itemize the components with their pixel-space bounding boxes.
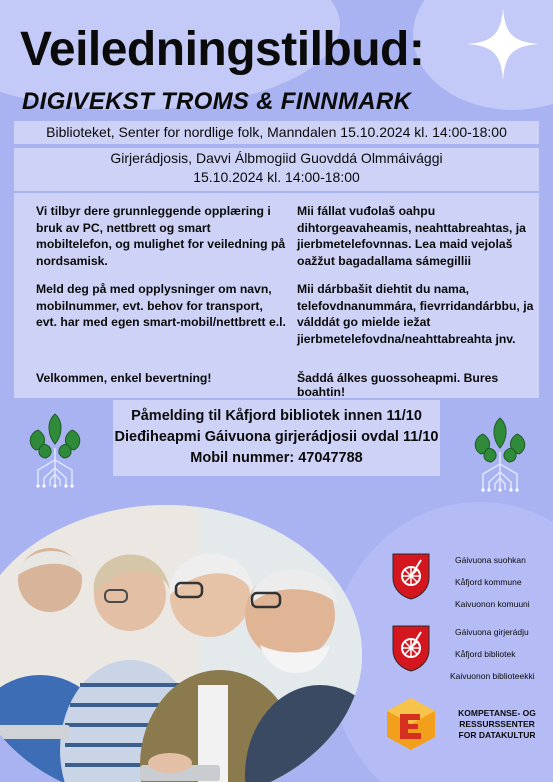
norwegian-signup: Meld deg på med opplysninger om navn, mobilnummer, evt. behov for transport, evt. har med egen smart-mobil/nettbrett e.l.: [36, 282, 286, 329]
event-location-2: [14, 148, 539, 191]
digital-tree-icon: [469, 412, 531, 492]
registration-panel: [113, 400, 440, 476]
poster-title: Veiledningstilbud:: [20, 23, 425, 76]
registration-phone: Mobil nummer: 47047788: [190, 450, 363, 466]
norwegian-text: [36, 203, 286, 343]
logo-text: Gáivuona girjerádju: [455, 627, 529, 637]
seniors-at-computers-photo: [0, 505, 362, 782]
sami-text: [297, 203, 539, 359]
logo-text: Gáivuona suohkan: [455, 555, 526, 565]
info-panel: [14, 193, 539, 398]
event-location-2-place: Girjerádjosis, Davvi Álbmogiid Guovddá Olmmáivággi: [110, 150, 443, 166]
logo-text: Kaivuonon komuuni: [455, 599, 530, 609]
sparkle-star-icon: [465, 6, 541, 82]
digital-tree-icon: [24, 408, 86, 488]
norwegian-welcome: Velkommen, enkel bevertning!: [36, 371, 212, 385]
registration-norwegian: Påmelding til Kåfjord bibliotek innen 11/10: [131, 408, 422, 424]
logo-text: KOMPETANSE- OG: [458, 708, 536, 718]
event-location-2-time: 15.10.2024 kl. 14:00-18:00: [193, 169, 360, 185]
sami-welcome: Šaddá álkes guossoheapmi. Bures boahtin!: [297, 371, 499, 399]
logo-text: Kåfjord kommune: [455, 577, 522, 587]
datakultur-logo-icon: [384, 696, 438, 752]
norwegian-offer: Vi tilbyr dere grunnleggende opplæring i bruk av PC, nettbrett og smart mobiltelefon, og mulighet for veiledning på nordsamisk.: [36, 204, 286, 268]
kafjord-coat-of-arms-icon: [391, 552, 431, 600]
background-blob: [330, 502, 553, 782]
poster-subtitle: DIGIVEKST TROMS & FINNMARK: [22, 88, 412, 115]
sami-offer: Mii fállat vuđolaš oahpu dihtorgeavaheamis, neahttabreahtas, ja jierbmetelefovnnas. Lea maid vejolaš oažžut bagadallama sámegillii: [297, 204, 526, 268]
event-location-1: Biblioteket, Senter for nordlige folk, Manndalen 15.10.2024 kl. 14:00-18:00: [14, 121, 539, 144]
logo-text: RESSURSSENTER: [459, 719, 535, 729]
logo-text: FOR DATAKULTUR: [458, 730, 536, 740]
library-coat-of-arms-icon: [391, 624, 431, 672]
registration-sami: Dieđiheapmi Gáivuona girjerádjosii ovdal 11/10: [114, 429, 439, 445]
sami-signup: Mii dárbbašit diehtit du nama, telefovdnanummára, fievrridandárbbu, ja válddát go mielde iežat jierbmetelefovdna/neahttabreahta jnv.: [297, 282, 534, 346]
logo-text: Kåfjord bibliotek: [455, 649, 516, 659]
logo-text: Kaivuonon biblioteekki: [450, 671, 535, 681]
